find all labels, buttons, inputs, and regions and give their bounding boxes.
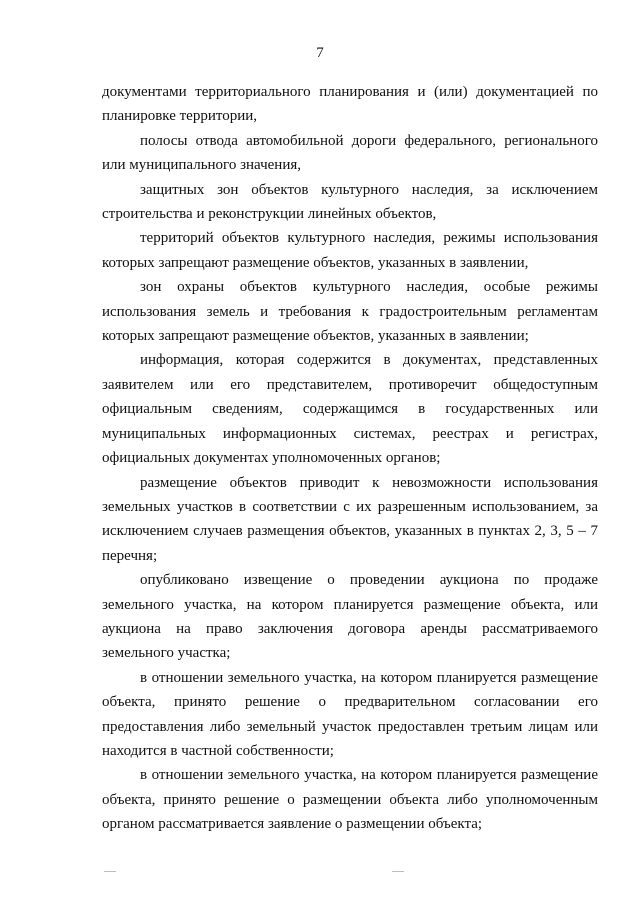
paragraph-heritage-territories: территорий объектов культурного наследия, режимы использования которых запрещают размещение объектов, указанных в заявлении,	[102, 230, 598, 271]
page-number: 7	[316, 45, 324, 61]
paragraph-heritage-protection-zones: зон охраны объектов культурного наследия, особые режимы использования земель и требования к градостроительным регламентам которых запрещают размещение объектов, указанных в заявлении;	[102, 279, 598, 345]
paragraph-preliminary-approval: в отношении земельного участка, на котором планируется размещение объекта, принято решение о предварительном согласовании его предоставления либо земельный участок предоставлен третьим лицам или находится в частной собственности;	[102, 669, 598, 759]
paragraph-contradicting-information: информация, которая содержится в документах, представленных заявителем или его представителем, противоречит общедоступным официальным сведениям, содержащимся в государственных или муниципальных информационных системах, реестрах и регистрах, официальных документах уполномоченных органов;	[102, 352, 598, 467]
paragraph-auction-notice: опубликовано извещение о проведении аукциона по продаже земельного участка, на котором планируется размещение объекта, или аукциона на право заключения договора аренды рассматриваемого земельного участка;	[102, 572, 598, 662]
scan-mark-left	[104, 871, 116, 872]
paragraph-protective-zones: защитных зон объектов культурного наследия, за исключением строительства и реконструкции линейных объектов,	[102, 181, 598, 223]
body-text	[102, 80, 598, 837]
paragraph-continuation: документами территориального планирования и (или) документацией по планировке территории,	[102, 84, 598, 125]
paragraph-road-strip: полосы отвода автомобильной дороги федерального, регионального или муниципального значения,	[102, 132, 598, 174]
scan-mark-center	[392, 871, 404, 872]
paragraph-impossible-use: размещение объектов приводит к невозможности использования земельных участков в соответствии с их разрешенным использованием, за исключением случаев размещения объектов, указанных в пунктах 2, 3, 5 – 7 перечня;	[102, 474, 598, 564]
paragraph-placement-decision: в отношении земельного участка, на котором планируется размещение объекта, принято решение о размещении объекта либо уполномоченным органом рассматривается заявление о размещении объекта;	[102, 767, 598, 833]
